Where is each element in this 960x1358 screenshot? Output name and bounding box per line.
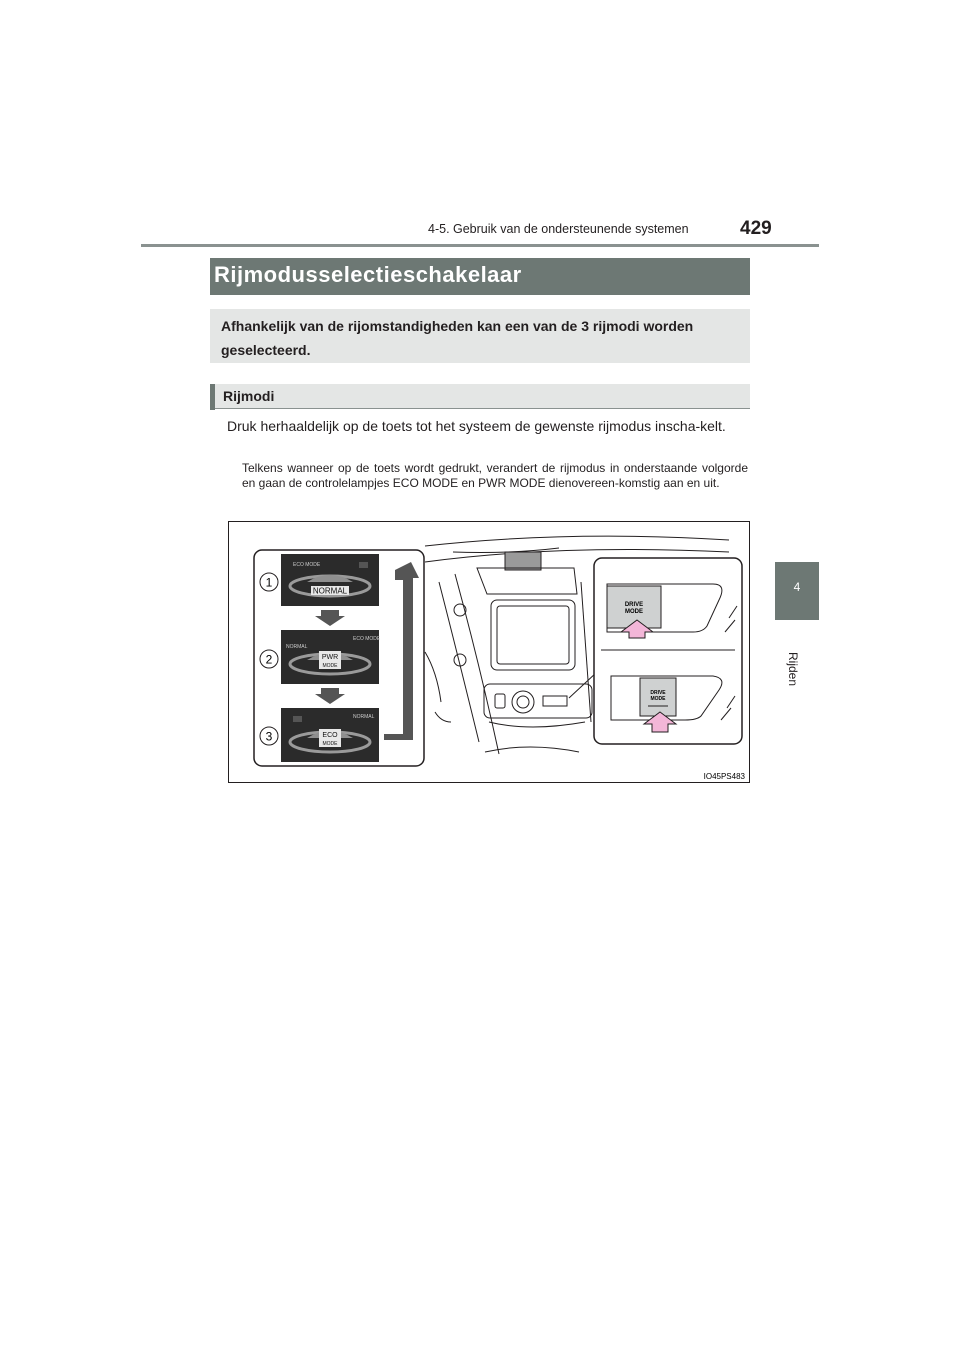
figure-code: IO45PS483: [703, 772, 745, 781]
display-2-main: PWR: [321, 654, 339, 661]
subheading-bar: [210, 384, 750, 409]
subheading: Rijmodi: [223, 388, 275, 404]
step-number-3: 3: [265, 729, 273, 744]
header-section-title: 4-5. Gebruik van de ondersteunende systemen: [428, 222, 689, 236]
dashboard-illustration: [229, 522, 751, 784]
note-paragraph: Telkens wanneer op de toets wordt gedrukt, verandert de rijmodus in onderstaande volgorde en gaan de controlelampjes ECO MODE en PWR MODE dienovereen-komstig aan en uit.: [242, 461, 748, 490]
button-label-lower-2: MODE: [650, 696, 666, 702]
body-paragraph: Druk herhaaldelijk op de toets tot het systeem de gewenste rijmodus inscha-kelt.: [227, 418, 726, 434]
display-3-main: ECO: [322, 732, 338, 739]
button-label-lower-1: DRIVE: [650, 690, 666, 696]
illustration-figure: [228, 521, 750, 783]
display-1-main: NORMAL: [312, 586, 348, 596]
button-label-upper-2: MODE: [625, 609, 643, 615]
chapter-tab-label: Rijden: [786, 652, 800, 687]
intro-text: Afhankelijk van de rijomstandigheden kan een van de 3 rijmodi worden geselecteerd.: [221, 318, 694, 358]
step-number-2: 2: [265, 652, 273, 667]
subheading-accent: [210, 384, 215, 410]
button-label-upper-1: DRIVE: [624, 602, 644, 608]
display-1-corner-left: ECO MODE: [293, 562, 321, 568]
display-3-main-sub: MODE: [322, 741, 338, 747]
display-2-corner-left: NORMAL: [286, 644, 308, 650]
display-3-corner-right: NORMAL: [353, 714, 375, 720]
step-number-1: 1: [265, 575, 273, 590]
display-2-corner-right: ECO MODE: [353, 636, 381, 642]
chapter-tab-number: 4: [793, 580, 801, 594]
page-number: 429: [740, 218, 772, 239]
display-2-main-sub: MODE: [322, 663, 338, 669]
header-rule: [141, 244, 819, 247]
section-title: Rijmodusselectieschakelaar: [214, 262, 522, 287]
